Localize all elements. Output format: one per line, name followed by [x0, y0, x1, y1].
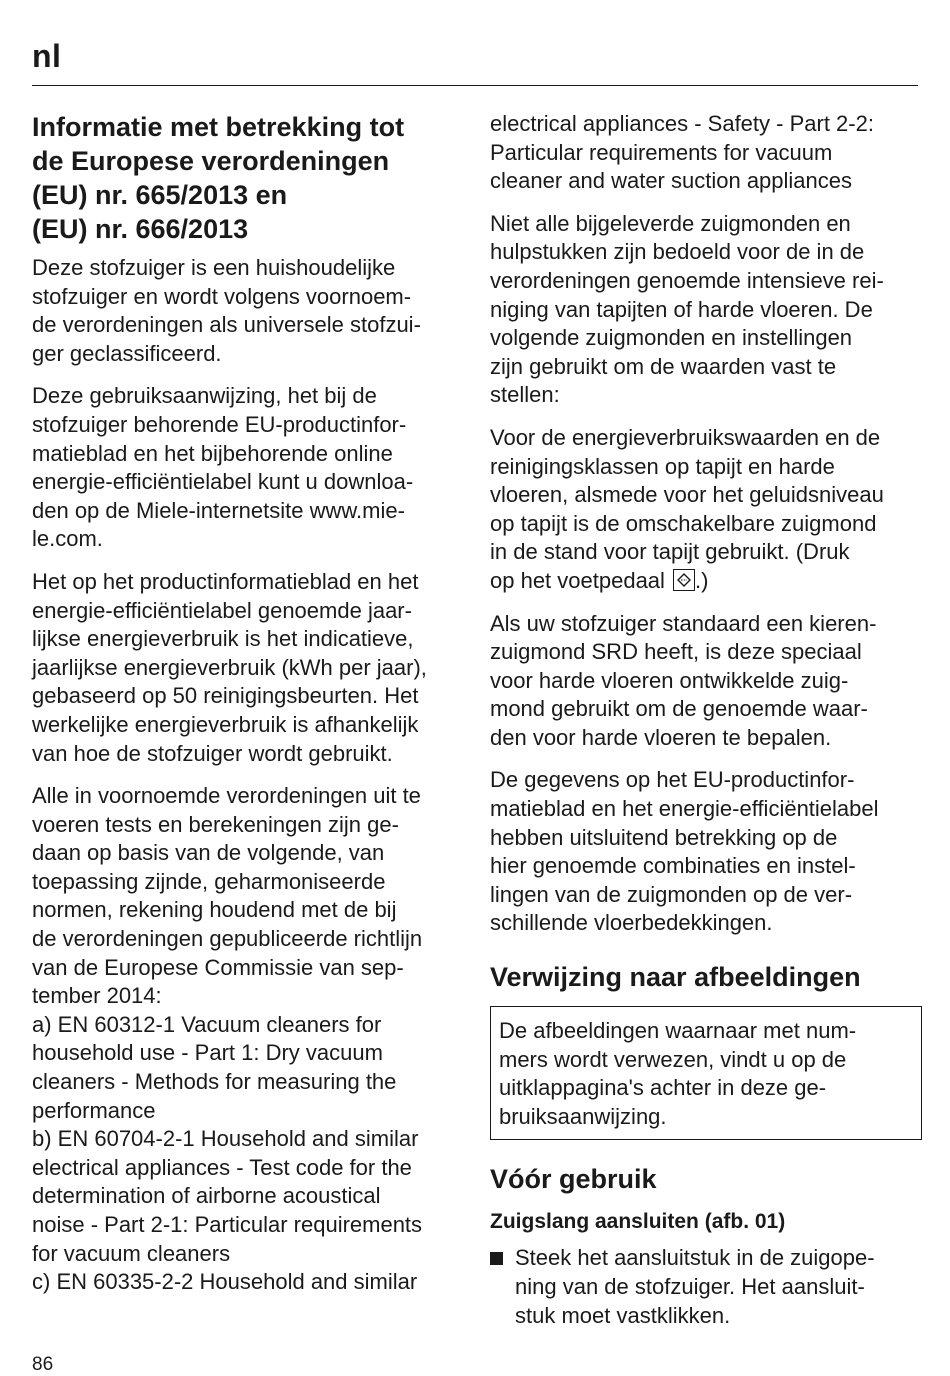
text-line: Voor de energieverbruikswaarden en de — [490, 424, 881, 450]
text-line: op tapijt is de omschakelbare zuigmond — [490, 510, 877, 536]
text-line: vloeren, alsmede voor het geluidsniveau — [490, 482, 884, 508]
text-line: de verordeningen gepubliceerde richtlijn — [32, 926, 423, 952]
paragraph-classification — [32, 254, 472, 368]
text-line: zijn gebruikt om de waarden vast te — [490, 353, 837, 379]
text-line: gebaseerd op 50 reinigingsbeurten. Het — [32, 683, 419, 709]
bullet-text — [515, 1244, 875, 1330]
text-line — [490, 567, 922, 596]
text-line: van de Europese Commissie van sep- — [32, 954, 404, 980]
text-line: performance — [32, 1097, 156, 1123]
text-line: hier genoemde combinaties en instel- — [490, 853, 856, 879]
text-line: b) EN 60704-2-1 Household and similar — [32, 1126, 419, 1152]
text-line: verordeningen genoemde intensieve rei- — [490, 267, 884, 293]
text-line: Niet alle bijgeleverde zuigmonden en — [490, 210, 851, 236]
text-line: den voor harde vloeren te bepalen. — [490, 724, 832, 750]
text-line: uitklappagina's achter in deze ge- — [499, 1075, 827, 1101]
text-line: voor harde vloeren ontwikkelde zuig- — [490, 667, 849, 693]
text-line: noise - Part 2-1: Particular requirements — [32, 1212, 423, 1237]
page-number: 86 — [32, 1354, 54, 1375]
text-line: electrical appliances - Test code for the — [32, 1154, 412, 1180]
text-line: stuk moet vastklikken. — [515, 1302, 731, 1328]
text-line: stofzuiger behorende EU-productinfor- — [32, 411, 407, 437]
text-line: cleaners - Methods for measuring the — [32, 1069, 397, 1095]
text-line: hulpstukken zijn bedoeld voor de in de — [490, 239, 865, 265]
left-column — [32, 110, 472, 1297]
paragraph-energy-consumption — [32, 568, 472, 768]
text-line: volgende zuigmonden en instellingen — [490, 325, 853, 351]
paragraph-srd-nozzle — [490, 610, 922, 753]
text-line: Alle in voornoemde verordeningen uit te — [32, 783, 421, 809]
text-line: lingen van de zuigmonden op de ver- — [490, 881, 853, 907]
eu-regulations-heading — [32, 110, 472, 246]
text-line: Deze gebruiksaanwijzing, het bij de — [32, 383, 377, 409]
text-line: ger geclassificeerd. — [32, 340, 222, 366]
text-line: niging van tapijten of harde vloeren. De — [490, 296, 873, 322]
text-line: le.com. — [32, 526, 103, 552]
text-line: hebben uitsluitend betrekking op de — [490, 824, 838, 850]
text-line: energie-efficiëntielabel kunt u downloa- — [32, 469, 414, 495]
text-line: Het op het productinformatieblad en het — [32, 568, 419, 594]
text-line: Steek het aansluitstuk in de zuigope- — [515, 1245, 875, 1271]
text-line: De gegevens op het EU-productinfor- — [490, 767, 855, 793]
section-heading-illustrations: Verwijzing naar afbeeldingen — [490, 962, 861, 993]
text-line: mers wordt verwezen, vindt u op de — [499, 1046, 847, 1072]
text-line: daan op basis van de volgende, van — [32, 840, 385, 866]
text-line: matieblad en het bijbehorende online — [32, 440, 393, 466]
text-line: bruiksaanwijzing. — [499, 1103, 667, 1129]
text-line: De afbeeldingen waarnaar met num- — [499, 1018, 857, 1044]
text-line: energie-efficiëntielabel genoemde jaar- — [32, 597, 412, 623]
header-divider — [32, 85, 918, 86]
text-fragment: op het voetpedaal — [490, 567, 672, 593]
carpet-setting-icon — [673, 569, 695, 591]
paragraph-download — [32, 382, 472, 554]
paragraph-standards — [32, 782, 472, 1297]
text-line: normen, rekening houdend met de bij — [32, 897, 397, 923]
text-line: den op de Miele-internetsite www.mie- — [32, 497, 405, 523]
text-line: stofzuiger en wordt volgens voornoem- — [32, 283, 412, 309]
text-fragment: .) — [695, 567, 709, 593]
instruction-bullet — [490, 1244, 922, 1330]
text-line: toepassing zijnde, geharmoniseerde — [32, 868, 386, 894]
heading-line: (EU) nr. 666/2013 — [32, 214, 249, 244]
paragraph-nozzles — [490, 210, 922, 410]
paragraph-carpet-setting — [490, 424, 922, 596]
paragraph-data-scope — [490, 766, 922, 938]
heading-line: de Europese verordeningen — [32, 146, 390, 176]
text-line: reinigingsklassen op tapijt en harde — [490, 453, 835, 479]
subheading-connect-hose: Zuigslang aansluiten (afb. 01) — [490, 1210, 786, 1234]
language-code: nl — [32, 38, 62, 74]
text-line: zuigmond SRD heeft, is deze speciaal — [490, 639, 862, 665]
right-column — [490, 110, 922, 1330]
text-line: van hoe de stofzuiger wordt gebruikt. — [32, 740, 393, 766]
text-line: determination of airborne acoustical — [32, 1183, 381, 1209]
heading-line: Informatie met betrekking tot — [32, 112, 405, 142]
text-line: for vacuum cleaners — [32, 1240, 231, 1266]
bullet-square-icon — [490, 1252, 503, 1265]
text-line: in de stand voor tapijt gebruikt. (Druk — [490, 539, 850, 565]
heading-line: (EU) nr. 665/2013 en — [32, 180, 288, 210]
text-line: tember 2014: — [32, 983, 162, 1009]
text-line: household use - Part 1: Dry vacuum — [32, 1040, 383, 1066]
paragraph-standards-continued — [490, 110, 922, 196]
text-line: Deze stofzuiger is een huishoudelijke — [32, 255, 396, 280]
text-line: de verordeningen als universele stofzui- — [32, 312, 421, 338]
text-line: schillende vloerbedekkingen. — [490, 910, 773, 936]
text-line: jaarlijkse energieverbruik (kWh per jaar), — [32, 654, 427, 680]
text-line: mond gebruikt om de genoemde waar- — [490, 696, 868, 722]
text-line: cleaner and water suction appliances — [490, 168, 853, 194]
text-line: matieblad en het energie-efficiëntielabel — [490, 796, 879, 822]
text-line: Als uw stofzuiger standaard een kieren- — [490, 610, 877, 636]
text-line: c) EN 60335-2-2 Household and similar — [32, 1269, 418, 1295]
text-line: werkelijke energieverbruik is afhankelijk — [32, 711, 419, 737]
text-line: electrical appliances - Safety - Part 2-2: — [490, 111, 874, 136]
text-line: stellen: — [490, 382, 560, 408]
text-line: voeren tests en berekeningen zijn ge- — [32, 811, 399, 837]
text-line: Particular requirements for vacuum — [490, 139, 833, 165]
text-line: ning van de stofzuiger. Het aansluit- — [515, 1274, 865, 1299]
text-line: lijkse energieverbruik is het indicatieve, — [32, 626, 414, 652]
section-heading-before-use: Vóór gebruik — [490, 1164, 657, 1195]
text-line: a) EN 60312-1 Vacuum cleaners for — [32, 1011, 382, 1037]
illustrations-note-box — [490, 1006, 922, 1140]
